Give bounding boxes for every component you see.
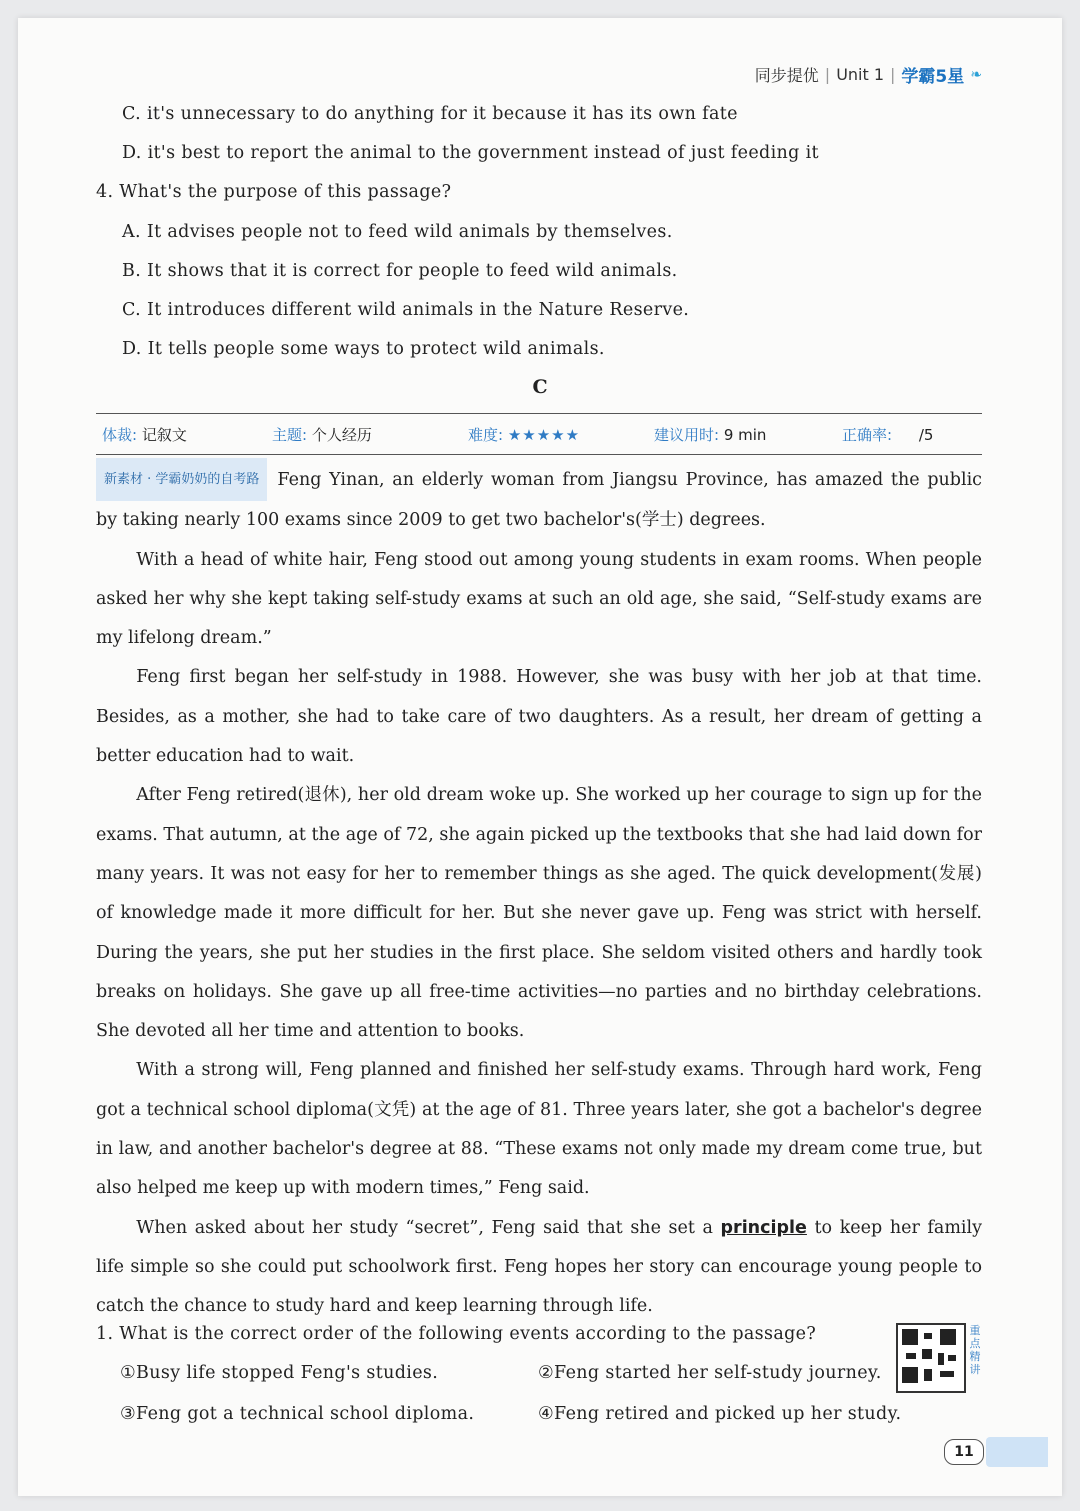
time-value: 9 min	[723, 426, 767, 444]
paragraph-1-text: Feng Yinan, an elderly woman from Jiangsu Province, has amazed the public by taking nearly 100 exams since 2009 to get two bachelor's(学士) degrees.	[96, 470, 982, 531]
page-edge-tab	[986, 1437, 1048, 1467]
paragraph-6-end: to keep her family life simple so she could put schoolwork first. Feng hopes her story can encourage young people to catch the chance to study hard and keep learning through life.	[96, 1217, 982, 1317]
paragraph-6	[96, 1209, 982, 1327]
topic-label: 主题:	[272, 426, 308, 444]
paragraph-5: With a strong will, Feng planned and finished her self-study exams. Through hard work, Feng got a technical school diploma(文凭) at the age of 81. Three years later, she got a bachelor's degree in law, and another bachelor's degree at 88. “These exams not only made my dream come true, but also helped me keep up with modern times,” Feng said.	[96, 1060, 982, 1199]
qr-label: 重点精讲	[969, 1324, 981, 1376]
accuracy-info	[842, 424, 933, 445]
section-letter: C	[532, 376, 548, 398]
question-1-stem: 1. What is the correct order of the following events according to the passage?	[96, 1324, 817, 1344]
genre-info	[102, 424, 187, 445]
prev-question-option-d: D. it's best to report the animal to the government instead of just feeding it	[122, 143, 819, 163]
genre-value: 记叙文	[141, 426, 187, 444]
header-section: 同步提优	[754, 66, 819, 85]
event-1: ①Busy life stopped Feng's studies.	[120, 1363, 439, 1383]
genre-label: 体裁:	[102, 426, 138, 444]
question-4-option-c: C. It introduces different wild animals in the Nature Reserve.	[122, 300, 690, 320]
question-4-stem: 4. What's the purpose of this passage?	[96, 182, 452, 202]
difficulty-info	[468, 424, 580, 445]
passage-tag: 新素材 · 学霸奶奶的自考路	[96, 458, 267, 501]
paragraph-2: With a head of white hair, Feng stood out among young students in exam rooms. When people asked her why she kept taking self-study exams at such an old age, she said, “Self-study exams are my lifelong dream.”	[96, 549, 982, 649]
header-brand: 学霸5星	[901, 67, 965, 87]
question-4-option-d: D. It tells people some ways to protect wild animals.	[122, 339, 605, 359]
page-number: 11	[944, 1439, 984, 1465]
event-2: ②Feng started her self-study journey.	[538, 1363, 882, 1383]
passage-body	[96, 458, 982, 1327]
keyword-principle: principle	[720, 1217, 807, 1238]
question-4-option-a: A. It advises people not to feed wild animals by themselves.	[122, 222, 673, 242]
question-4-option-b: B. It shows that it is correct for people to feed wild animals.	[122, 261, 678, 281]
leaf-icon: ❧	[970, 66, 982, 83]
accuracy-value: /5	[918, 426, 934, 444]
paragraph-6-start: When asked about her study “secret”, Feng said that she set a	[136, 1217, 721, 1238]
accuracy-label: 正确率:	[842, 426, 893, 444]
header-unit: Unit 1	[836, 65, 885, 84]
event-3: ③Feng got a technical school diploma.	[120, 1404, 475, 1424]
topic-info	[272, 424, 372, 445]
qr-code-icon[interactable]	[896, 1323, 966, 1393]
paragraph-1	[96, 458, 982, 541]
paragraph-3: Feng first began her self-study in 1988. However, she was busy with her job at that time. Besides, as a mother, she had to take care of two daughters. As a result, her dream of getting a better education had to wait.	[96, 667, 982, 767]
event-4: ④Feng retired and picked up her study.	[538, 1404, 902, 1424]
time-info	[654, 424, 766, 445]
time-label: 建议用时:	[654, 426, 720, 444]
passage-info-bar	[96, 413, 982, 455]
page-header	[755, 62, 982, 87]
topic-value: 个人经历	[311, 426, 372, 444]
difficulty-stars: ★★★★★	[507, 426, 581, 444]
document-page	[18, 18, 1062, 1496]
header-separator: |	[890, 65, 896, 84]
difficulty-label: 难度:	[468, 426, 504, 444]
prev-question-option-c: C. it's unnecessary to do anything for it because it has its own fate	[122, 104, 738, 124]
paragraph-4: After Feng retired(退休), her old dream woke up. She worked up her courage to sign up for the exams. That autumn, at the age of 72, she again picked up the textbooks that she had laid down for many years. It was not easy for her to remember things as she aged. The quick development(发展) of knowledge made it more difficult for her. But she never gave up. Feng was strict with herself. During the years, she put her studies in the first place. She seldom visited others and hardly took breaks on holidays. She gave up all free-time activities—no parties and no birthday celebrations. She devoted all her time and attention to books.	[96, 785, 982, 1042]
header-separator: |	[824, 65, 831, 84]
